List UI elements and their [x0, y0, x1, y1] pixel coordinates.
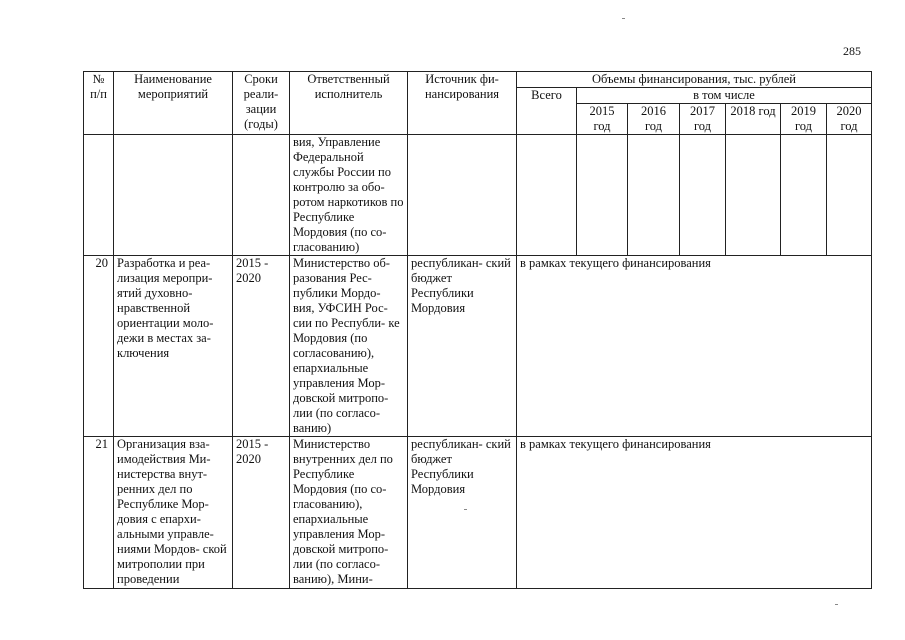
header-year: 2019 год — [781, 104, 827, 135]
scan-speck — [622, 18, 625, 19]
row-terms: 2015 - 2020 — [233, 256, 290, 437]
row-terms: 2015 - 2020 — [233, 437, 290, 589]
header-including: в том числе — [577, 88, 872, 104]
cell-year — [781, 135, 827, 256]
cell-name — [114, 135, 233, 256]
row-funding: в рамках текущего финансирования — [517, 256, 872, 437]
header-year: 2018 год — [726, 104, 781, 135]
header-year: 2017 год — [680, 104, 726, 135]
cell-num — [84, 135, 114, 256]
funding-table — [83, 71, 872, 589]
header-row-1 — [84, 72, 872, 88]
page-number: 285 — [843, 44, 861, 58]
scan-speck — [835, 604, 838, 605]
cell-year — [726, 135, 781, 256]
table-row — [84, 437, 872, 589]
cell-terms — [233, 135, 290, 256]
row-executor: Министерство внутренних дел по Республике Мордовия (по со- гласованию), епархиальные управления Мор- довской митропо- лии (по согласо- ванию), Мини- — [290, 437, 408, 589]
header-total: Всего — [517, 88, 577, 135]
header-source: Источник фи- нансирования — [408, 72, 517, 135]
header-num: № п/п — [84, 72, 114, 135]
cell-executor: вия, Управление Федеральной службы России по контролю за обо- ротом наркотиков по Республике Мордовия (по со- гласованию) — [290, 135, 408, 256]
cell-year — [827, 135, 872, 256]
row-name: Организация вза- имодействия Ми- нистерства внут- ренних дел по Республике Мор- довия с епархи- альными управле- ниями Мордов- ской митрополии при проведении — [114, 437, 233, 589]
table-row — [84, 256, 872, 437]
row-name: Разработка и реа- лизация меропри- ятий духовно- нравственной ориентации моло- дежи в местах за- ключения — [114, 256, 233, 437]
cell-year — [628, 135, 680, 256]
cell-year — [680, 135, 726, 256]
header-name: Наименование мероприятий — [114, 72, 233, 135]
row-source: республикан- ский бюджет Республики Мордовия — [408, 256, 517, 437]
header-year: 2020 год — [827, 104, 872, 135]
row-executor: Министерство об- разования Рес- публики Мордо- вия, УФСИН Рос- сии по Республи- ке Мордовия (по согласованию), епархиальные управления Мор- довской митропо- лии (по согласо- ванию) — [290, 256, 408, 437]
row-source: республикан- ский бюджет Республики Мордовия — [408, 437, 517, 589]
cell-source — [408, 135, 517, 256]
continuation-row — [84, 135, 872, 256]
row-num: 21 — [84, 437, 114, 589]
cell-total — [517, 135, 577, 256]
header-year: 2015 год — [577, 104, 628, 135]
header-year: 2016 год — [628, 104, 680, 135]
header-volumes: Объемы финансирования, тыс. рублей — [517, 72, 872, 88]
row-num: 20 — [84, 256, 114, 437]
header-executor: Ответственный исполнитель — [290, 72, 408, 135]
header-terms: Сроки реали- зации (годы) — [233, 72, 290, 135]
row-funding: в рамках текущего финансирования — [517, 437, 872, 589]
cell-year — [577, 135, 628, 256]
